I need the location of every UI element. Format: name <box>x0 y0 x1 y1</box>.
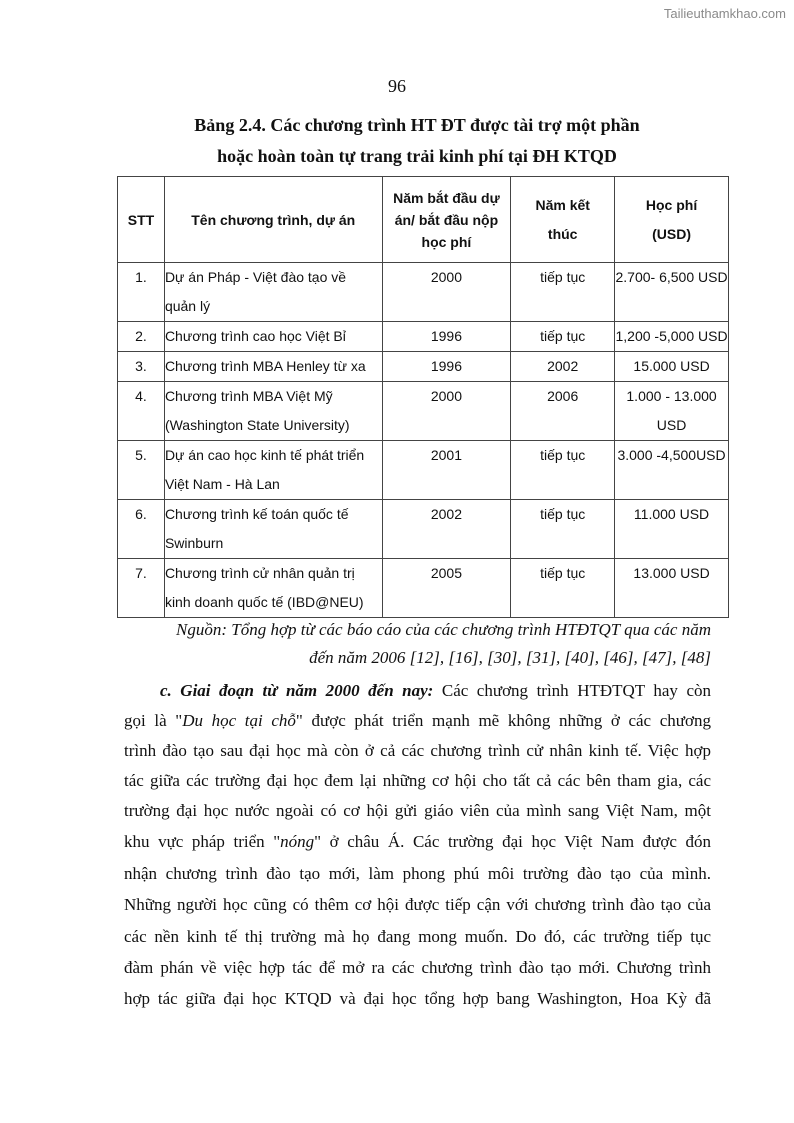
program-name-line: Chương trình kế toán quốc tế <box>164 506 349 522</box>
cell-tuition: 2.700- 6,500 USD <box>615 263 729 322</box>
program-name-line: Dự án cao học kinh tế phát triển <box>164 447 365 463</box>
header-start-line: Năm bắt đầu dự <box>393 189 500 206</box>
cell-program-name <box>164 322 382 352</box>
cell-end-year: 2002 <box>511 352 615 382</box>
table-title-line-1: Bảng 2.4. Các chương trình HT ĐT được tài trợ một phần <box>194 115 640 135</box>
cell-stt: 5. <box>118 441 165 500</box>
program-name-line: Chương trình cao học Việt Bỉ <box>164 328 346 344</box>
paragraph-text: " được phát triển mạnh mẽ không những ở các chương <box>295 711 711 730</box>
cell-end-year: tiếp tục <box>511 559 615 618</box>
table-row <box>118 322 729 352</box>
programs-table <box>117 176 729 618</box>
table-row <box>118 352 729 382</box>
cell-end-year: tiếp tục <box>511 500 615 559</box>
cell-start-year: 2000 <box>382 382 511 441</box>
cell-tuition: 13.000 USD <box>615 559 729 618</box>
header-start-year <box>382 177 511 263</box>
cell-program-name <box>164 382 382 441</box>
cell-end-year: tiếp tục <box>511 322 615 352</box>
cell-tuition: 11.000 USD <box>615 500 729 559</box>
paragraph-line: trình đào tạo sau đại học mà còn ở cả các chương trình cử nhân kinh tế. Việc hợp <box>124 741 711 760</box>
cell-tuition: 1,200 -5,000 USD <box>615 322 729 352</box>
paragraph-line: nhận chương trình đào tạo mới, làm phong phú môi trường đào tạo của mình. <box>124 864 711 883</box>
table-header-row <box>118 177 729 263</box>
header-tuition-line: (USD) <box>652 225 691 242</box>
paragraph-line: Những người học cũng có thêm cơ hội được tiếp cận với chương trình đào tạo của <box>124 895 711 914</box>
program-name-line: Chương trình MBA Henley từ xa <box>164 358 366 374</box>
section-heading: c. Giai đoạn từ năm 2000 đến nay: <box>160 681 434 700</box>
table-row <box>118 382 729 441</box>
program-name-line: Dự án Pháp - Việt đào tạo về <box>164 269 347 285</box>
cell-start-year: 2005 <box>382 559 511 618</box>
header-start-line: án/ bắt đầu nộp <box>394 211 499 228</box>
cell-program-name <box>164 352 382 382</box>
cell-program-name <box>164 441 382 500</box>
paragraph-line: hợp tác giữa đại học KTQD và đại học tổng hợp bang Washington, Hoa Kỳ đã <box>124 989 711 1008</box>
paragraph-text: khu vực pháp triển " <box>124 832 281 851</box>
paragraph-line: đàm phán về việc hợp tác để mở ra các chương trình đào tạo mới. Chương trình <box>124 958 711 977</box>
table-row <box>118 559 729 618</box>
cell-stt: 2. <box>118 322 165 352</box>
program-name-line: kinh doanh quốc tế (IBD@NEU) <box>164 594 364 610</box>
table-title-line-2: hoặc hoàn toàn tự trang trải kinh phí tại ĐH KTQD <box>217 146 617 166</box>
cell-stt: 3. <box>118 352 165 382</box>
cell-program-name <box>164 263 382 322</box>
table-row <box>118 441 729 500</box>
source-note-line-2: đến năm 2006 [12], [16], [30], [31], [40], [46], [47], [48] <box>309 648 711 667</box>
paragraph-line: trường đại học nước ngoài có cơ hội gửi giáo viên của mình sang Việt Nam, một <box>124 801 711 820</box>
watermark: Tailieuthamkhao.com <box>663 6 786 21</box>
cell-start-year: 2002 <box>382 500 511 559</box>
header-end-line: thúc <box>547 225 578 242</box>
program-name-line: Chương trình cử nhân quản trị <box>164 565 355 581</box>
cell-start-year: 1996 <box>382 322 511 352</box>
cell-stt: 6. <box>118 500 165 559</box>
table-row <box>118 500 729 559</box>
cell-tuition: 3.000 -4,500USD <box>615 441 729 500</box>
cell-start-year: 2000 <box>382 263 511 322</box>
program-name-line: Chương trình MBA Việt Mỹ <box>164 388 333 404</box>
paragraph-line <box>124 706 711 735</box>
paragraph-line <box>124 827 711 856</box>
paragraph-italic-text: nóng <box>280 832 315 851</box>
paragraph-text: gọi là " <box>124 711 183 730</box>
paragraph-line: tác giữa các trường đại học đem lại những cơ hội cho tất cả các bên tham gia, các <box>124 771 711 790</box>
header-end-line: Năm kết <box>535 196 590 213</box>
cell-tuition: 1.000 - 13.000 USD <box>615 382 729 441</box>
cell-start-year: 1996 <box>382 352 511 382</box>
program-name-line: quản lý <box>164 298 211 314</box>
cell-start-year: 2001 <box>382 441 511 500</box>
header-end-year <box>511 177 615 263</box>
paragraph-line: các nền kinh tế thị trường mà họ đang mong muốn. Do đó, các trường tiếp tục <box>124 927 711 946</box>
header-stt: STT <box>118 177 165 263</box>
cell-end-year: tiếp tục <box>511 263 615 322</box>
page-number: 96 <box>388 76 406 96</box>
header-tuition-line: Học phí <box>645 196 698 213</box>
cell-program-name <box>164 500 382 559</box>
cell-program-name <box>164 559 382 618</box>
paragraph-text: Các chương trình HTĐTQT hay còn <box>433 681 711 700</box>
paragraph-line <box>160 676 711 705</box>
paragraph-italic-text: Du học tại chỗ <box>182 711 296 730</box>
program-name-line: Swinburn <box>164 535 224 551</box>
cell-tuition: 15.000 USD <box>615 352 729 382</box>
cell-stt: 4. <box>118 382 165 441</box>
cell-stt: 1. <box>118 263 165 322</box>
header-program-name: Tên chương trình, dự án <box>164 177 382 263</box>
table-row <box>118 263 729 322</box>
program-name-line: (Washington State University) <box>164 417 350 433</box>
cell-stt: 7. <box>118 559 165 618</box>
header-start-line: học phí <box>421 233 472 250</box>
cell-end-year: tiếp tục <box>511 441 615 500</box>
header-tuition <box>615 177 729 263</box>
program-name-line: Việt Nam - Hà Lan <box>164 476 280 492</box>
paragraph-text: " ở châu Á. Các trường đại học Việt Nam được đón <box>314 832 711 851</box>
cell-end-year: 2006 <box>511 382 615 441</box>
source-note-line-1: Nguồn: Tổng hợp từ các báo cáo của các chương trình HTĐTQT qua các năm <box>175 620 711 639</box>
